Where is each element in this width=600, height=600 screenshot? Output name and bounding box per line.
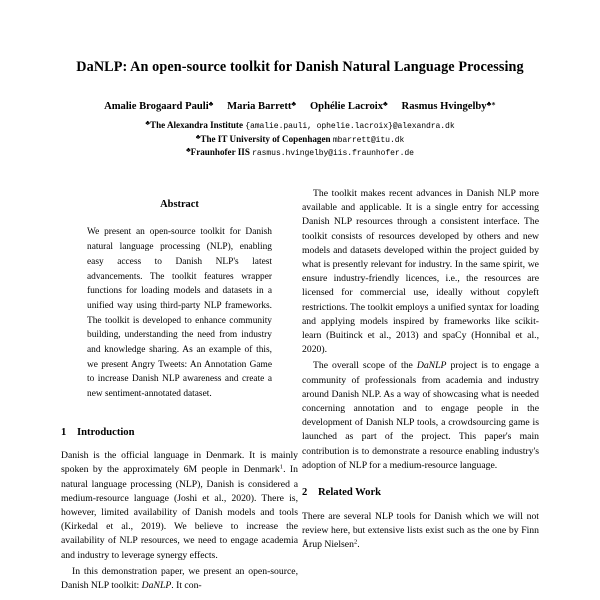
author-affiliation-mark: ♣ [208, 100, 214, 109]
abstract-text: We present an open-source toolkit for Danish natural language processing (NLP), enabling easy access to Danish NLP's latest advancements. The toolkit features wrapper functions for loading models and datasets in a unified way using third-party NLP frameworks. The toolkit is developed to enhance community building, understanding the need from industry and knowledge sharing. As an example of this, we present Angry Tweets: An Annotation Game to increase Danish NLP awareness and create a new sentiment-annotated dataset. [87, 227, 272, 399]
affiliation-entry [30, 133, 570, 146]
paragraph-right-2 [302, 359, 539, 473]
paragraph-intro-2 [61, 565, 298, 593]
author-entry [227, 100, 296, 113]
right-column [302, 187, 539, 600]
abstract-body [61, 211, 298, 401]
affiliation-name: The Alexandra Institute [150, 120, 243, 131]
affiliation-email: rasmus.hvingelby@iis.fraunhofer.de [252, 149, 414, 159]
page-title: DaNLP: An open-source toolkit for Danish Natural Language Processing [76, 59, 524, 75]
affiliation-email: mbarrett@itu.dk [332, 135, 405, 145]
footnote-marker[interactable]: 1 [279, 464, 284, 472]
paragraph-text-pre: Danish is the official language in Denmark. It is mainly spoken by the approximately 6M people in Denmark [61, 450, 298, 476]
paragraph-related-1 [302, 510, 539, 553]
author-entry [310, 100, 388, 113]
paragraph-intro-1 [61, 449, 298, 563]
paragraph-text-post: project is to engage a community of professionals from academia and industry around Danish NLP. As a way of showcasing what is needed concerning annotation and to engage people in the development of Danish NLP tools, a crowdsourcing game is launched as part of the project. This paper's main contribution is to demonstrate a resource enabling industry's adoption of NLP for a medium-resource language. [302, 360, 539, 471]
author-entry [104, 100, 213, 113]
paragraph-text-post: . In natural language processing (NLP), Danish is considered a medium-resource language (Joshi et al., 2020). There is, however, limited availability of Danish models and tools (Kirkedal et al., 2019). We believe to increase the availability of NLP resources, we need to engage academia and industry to leverage synergy effects. [61, 464, 298, 561]
section-title: Introduction [77, 426, 135, 438]
section-number: 2 [302, 487, 308, 499]
affiliation-list [0, 113, 600, 159]
affiliation-entry [30, 119, 570, 132]
affiliation-name: The IT University of Copenhagen [200, 133, 331, 144]
affiliation-email: {amalie.pauli, ophelie.lacroix}@alexandra.dk [245, 122, 455, 132]
author-affiliation-mark: ♣ [383, 100, 388, 109]
section-heading-related-work [302, 487, 539, 500]
affiliation-name: Fraunhofer IIS [190, 147, 250, 158]
toolkit-name-italic: DaNLP [141, 580, 172, 592]
author-name: Maria Barrett [227, 101, 292, 113]
abstract-heading: Abstract [160, 199, 199, 210]
paragraph-right-1: The toolkit makes recent advances in Danish NLP more available and applicable. It is a single entry for accessing Danish NLP resources through a consistent interface. The toolkit consists of resources developed by others and new models and datasets developed within the project guided by what is presently relevant for industry. In the same spirit, we ensure industry-friendly licences, i.e., the resources are licensed for commercial use, ideally without copyleft restrictions. The toolkit employs a unified syntax for loading and applying models inspired by frameworks like scikit-learn (Buitinck et al., 2013) and spaCy (Honnibal et al., 2020). [302, 188, 539, 356]
author-name: Rasmus Hvingelby [401, 101, 487, 113]
author-affiliation-mark: ♣∗ [486, 100, 496, 109]
paragraph-text-pre: In this demonstration paper, we present an open-source, Danish NLP toolkit: [61, 565, 298, 592]
section-title: Related Work [318, 487, 382, 499]
toolkit-name-italic: DaNLP [416, 360, 447, 372]
affiliation-mark: ♣ [186, 146, 191, 155]
author-entry [402, 100, 496, 113]
two-column-body [0, 187, 600, 600]
paragraph-text-post: . [357, 539, 360, 551]
author-list [0, 76, 600, 113]
affiliation-mark: ♣ [195, 132, 201, 141]
footnote-marker[interactable]: 2 [353, 538, 358, 546]
author-name: Amalie Brogaard Pauli [104, 101, 209, 113]
left-column [61, 187, 298, 600]
affiliation-entry [30, 146, 570, 159]
section-number: 1 [61, 426, 67, 438]
paragraph-text-post: . It con- [171, 580, 202, 592]
paragraph-text-pre: The overall scope of the [313, 360, 417, 372]
author-name: Ophélie Lacroix [309, 101, 384, 113]
paragraph-text-pre: There are several NLP tools for Danish which we will not review here, but extensive lists exist such as the one by Finn Årup Nielsen [302, 510, 539, 551]
section-heading-introduction [61, 427, 298, 440]
author-affiliation-mark: ♣ [291, 100, 296, 109]
affiliation-mark: ♣ [145, 119, 151, 128]
